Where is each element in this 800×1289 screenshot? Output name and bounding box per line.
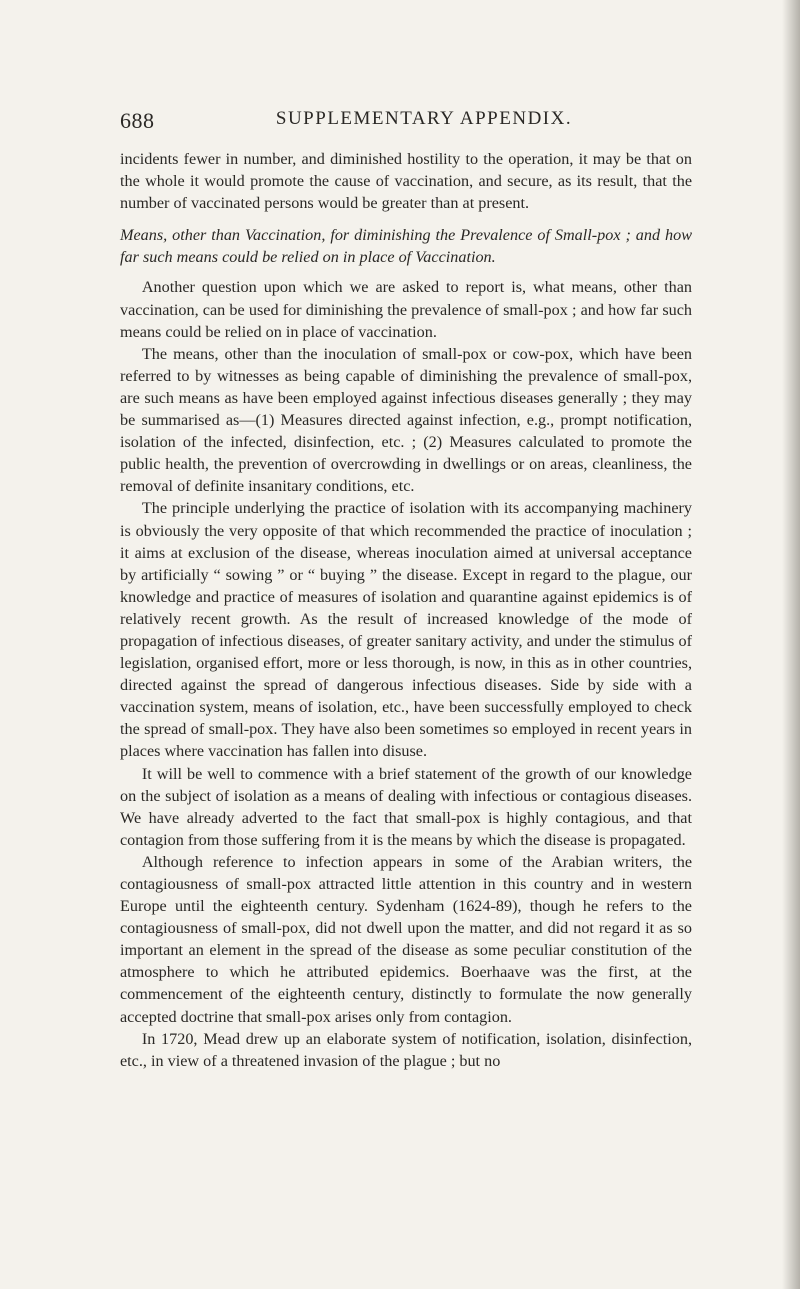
page-number: 688: [120, 108, 155, 133]
paragraph: Although reference to infection appears in some of the Arabian writers, the contagiousness of small-pox attracted little attention in this country and in western Europe until the eighteenth century. Sydenham (1624-89), though he refers to the contagiousness of small-pox, did not dwell upon the matter, and did not regard it as so important an element in the spread of the disease as some peculiar constitution of the atmosphere to which he attributed epidemics. Boerhaave was the first, at the commencement of the eighteenth century, distinctly to formulate the now generally accepted doctrine that small-pox arises only from contagion.: [120, 852, 692, 1026]
paragraph: The means, other than the inoculation of small-pox or cow-pox, which have been referred to by witnesses as being capable of diminishing the prevalence of small-pox, are such means as have been employed against infectious diseases generally ; they may be summarised as—(1) Measures directed against infection, e.g., prompt notification, isolation of the infected, disinfection, etc. ; (2) Measures calculated to promote the public health, the prevention of overcrowding in dwellings or on areas, cleanliness, the removal of definite insanitary conditions, etc.: [120, 344, 692, 496]
page-header: [120, 108, 692, 138]
section-heading: Means, other than Vaccination, for diminishing the Prevalence of Small-pox ; and how far such means could be relied on in place of Vaccination.: [120, 226, 692, 267]
paragraph: It will be well to commence with a brief statement of the growth of our knowledge on the subject of isolation as a means of dealing with infectious or contagious diseases. We have already adverted to the fact that small-pox is highly contagious, and that contagion from those suffering from it is the means by which the disease is propagated.: [120, 764, 692, 849]
paragraph: The principle underlying the practice of isolation with its accompanying machinery is obviously the very opposite of that which recommended the practice of inoculation ; it aims at exclusion of the disease, whereas inoculation aimed at universal acceptance by artificially “ sowing ” or “ buying ” the disease. Except in regard to the plague, our knowledge and practice of measures of isolation and quarantine against epidemics is of relatively recent growth. As the result of increased knowledge of the mode of propagation of infectious diseases, of greater sanitary activity, and under the stimulus of legislation, organised effort, more or less thorough, is now, in this as in other countries, directed against the spread of dangerous infectious diseases. Side by side with a vaccination system, means of isolation, etc., have been successfully employed to check the spread of small-pox. They have also been sometimes so employed in recent years in places where vaccination has fallen into disuse.: [120, 499, 692, 761]
running-head: SUPPLEMENTARY APPENDIX.: [275, 108, 573, 129]
paragraph: In 1720, Mead drew up an elaborate system of notification, isolation, disinfection, etc., in view of a threatened invasion of the plague ; but no: [120, 1029, 692, 1070]
page-edge-shadow: [782, 0, 800, 1289]
body-text: [120, 148, 692, 1072]
paragraph-continuation: incidents fewer in number, and diminished hostility to the operation, it may be that on the whole it would promote the cause of vaccination, and secure, as its result, that the number of vaccinated persons would be greater than at present.: [120, 150, 692, 213]
paragraph: Another question upon which we are asked to report is, what means, other than vaccination, can be used for diminishing the prevalence of small-pox ; and how far such means could be relied on in place of vaccination.: [120, 278, 692, 341]
